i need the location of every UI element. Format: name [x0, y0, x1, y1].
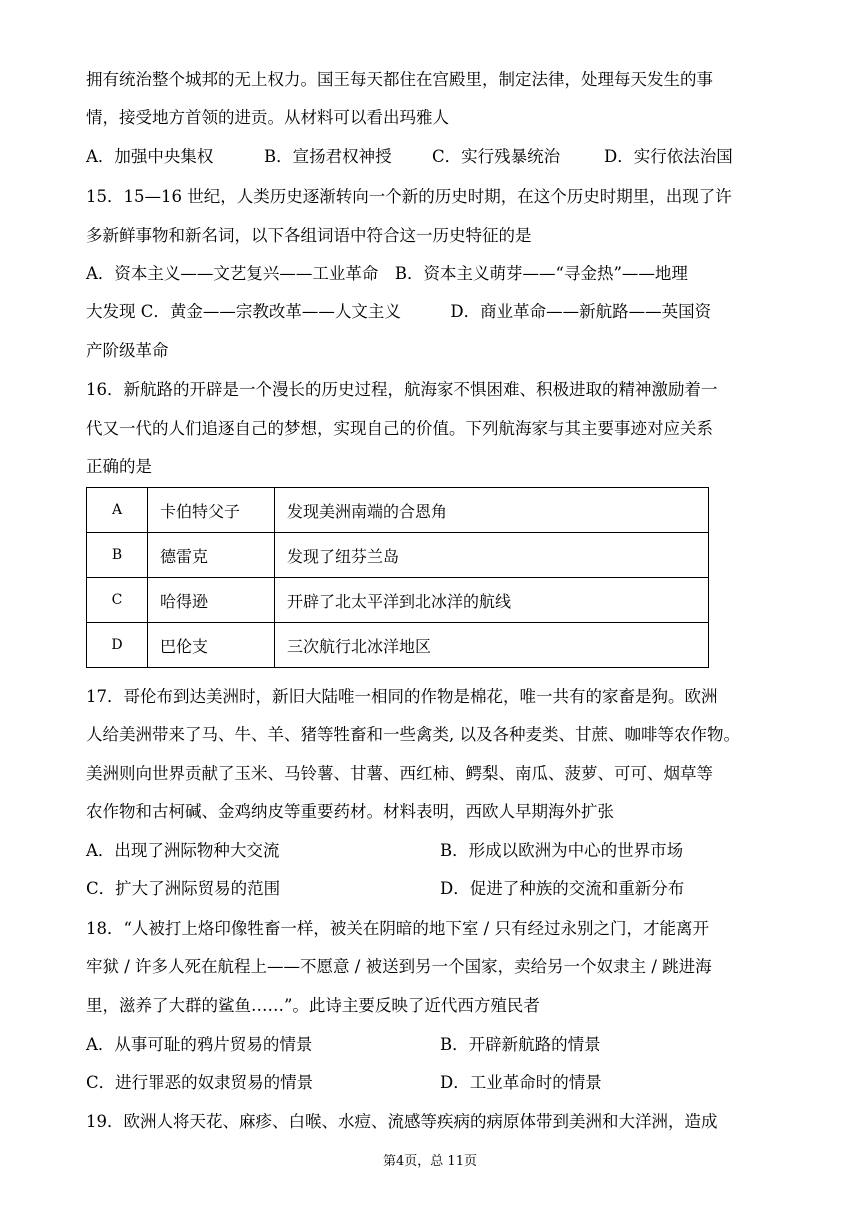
answer-option: B．开辟新航路的情景 [440, 1035, 601, 1054]
option-letter: B [87, 533, 148, 578]
text-line: 情，接受地方首领的进贡。从材料可以看出玛雅人 [86, 108, 449, 127]
answer-option: D．实行依法治国 [604, 147, 733, 166]
text-line: 18．“人被打上烙印像牲畜一样，被关在阴暗的地下室 / 只有经过永别之门，才能离开 [86, 919, 709, 938]
text-line: 19．欧洲人将天花、麻疹、白喉、水痘、流感等疾病的病原体带到美洲和大洋洲，造成 [86, 1112, 718, 1131]
navigator-deed: 发现了纽芬兰岛 [275, 533, 709, 578]
page-footer: 第4页，总 11页 [383, 1154, 477, 1169]
answer-option: A．从事可耻的鸦片贸易的情景 [86, 1035, 313, 1054]
table-row [87, 623, 709, 668]
table-row [87, 488, 709, 533]
text-line: 产阶级革命 [86, 341, 169, 360]
text-line: 里，滋养了大群的鲨鱼……”。此诗主要反映了近代西方殖民者 [86, 996, 540, 1015]
answer-option: B．形成以欧洲为中心的世界市场 [440, 841, 684, 860]
navigator-name: 德雷克 [148, 533, 275, 578]
text-line: 16．新航路的开辟是一个漫长的历史过程，航海家不惧困难、积极进取的精神激励着一 [86, 380, 718, 399]
option-letter: D [87, 623, 148, 668]
text-line: 拥有统治整个城邦的无上权力。国王每天都住在宫殿里，制定法律，处理每天发生的事 [86, 70, 713, 89]
text-line: 15．15—16 世纪，人类历史逐渐转向一个新的历史时期，在这个历史时期里，出现了许 [86, 187, 732, 206]
navigator-name: 巴伦支 [148, 623, 275, 668]
table-row [87, 578, 709, 623]
navigator-deed: 三次航行北冰洋地区 [275, 623, 709, 668]
text-line: 人给美洲带来了马、牛、羊、猪等牲畜和一些禽类, 以及各种麦类、甘蔗、咖啡等农作物。 [86, 725, 740, 744]
text-line: 正确的是 [86, 457, 152, 476]
answer-option: C．进行罪恶的奴隶贸易的情景 [86, 1073, 314, 1092]
option-letter: A [87, 488, 148, 533]
option-letter: C [87, 578, 148, 623]
answer-option: A．加强中央集权 [86, 147, 214, 166]
answer-option: D．工业革命时的情景 [440, 1073, 602, 1092]
navigator-table [86, 487, 709, 668]
answer-option: A．出现了洲际物种大交流 [86, 841, 280, 860]
navigator-deed: 发现美洲南端的合恩角 [275, 488, 709, 533]
text-line: 大发现 C．黄金——宗教改革——人文主义 D．商业革命——新航路——英国资 [86, 302, 712, 321]
text-line: 牢狱 / 许多人死在航程上——不愿意 / 被送到另一个国家，卖给另一个奴隶主 / 跳进海 [86, 957, 712, 976]
text-line: 代又一代的人们追逐自己的梦想，实现自己的价值。下列航海家与其主要事迹对应关系 [86, 419, 713, 438]
navigator-name: 哈得逊 [148, 578, 275, 623]
table-row [87, 533, 709, 578]
text-line: 多新鲜事物和新名词，以下各组词语中符合这一历史特征的是 [86, 226, 532, 245]
text-line: A．资本主义——文艺复兴——工业革命 B．资本主义萌芽——“寻金热”——地理 [86, 264, 688, 283]
answer-option: D．促进了种族的交流和重新分布 [440, 879, 685, 898]
answer-option: C．实行残暴统治 [432, 147, 561, 166]
answer-option: C．扩大了洲际贸易的范围 [86, 879, 281, 898]
navigator-name: 卡伯特父子 [148, 488, 275, 533]
answer-option: B．宣扬君权神授 [264, 147, 392, 166]
text-line: 17．哥伦布到达美洲时，新旧大陆唯一相同的作物是棉花，唯一共有的家畜是狗。欧洲 [86, 687, 718, 706]
text-line: 美洲则向世界贡献了玉米、马铃薯、甘薯、西红柿、鳄梨、南瓜、菠萝、可可、烟草等 [86, 764, 713, 783]
text-line: 农作物和古柯碱、金鸡纳皮等重要药材。材料表明，西欧人早期海外扩张 [86, 802, 614, 821]
navigator-deed: 开辟了北太平洋到北冰洋的航线 [275, 578, 709, 623]
